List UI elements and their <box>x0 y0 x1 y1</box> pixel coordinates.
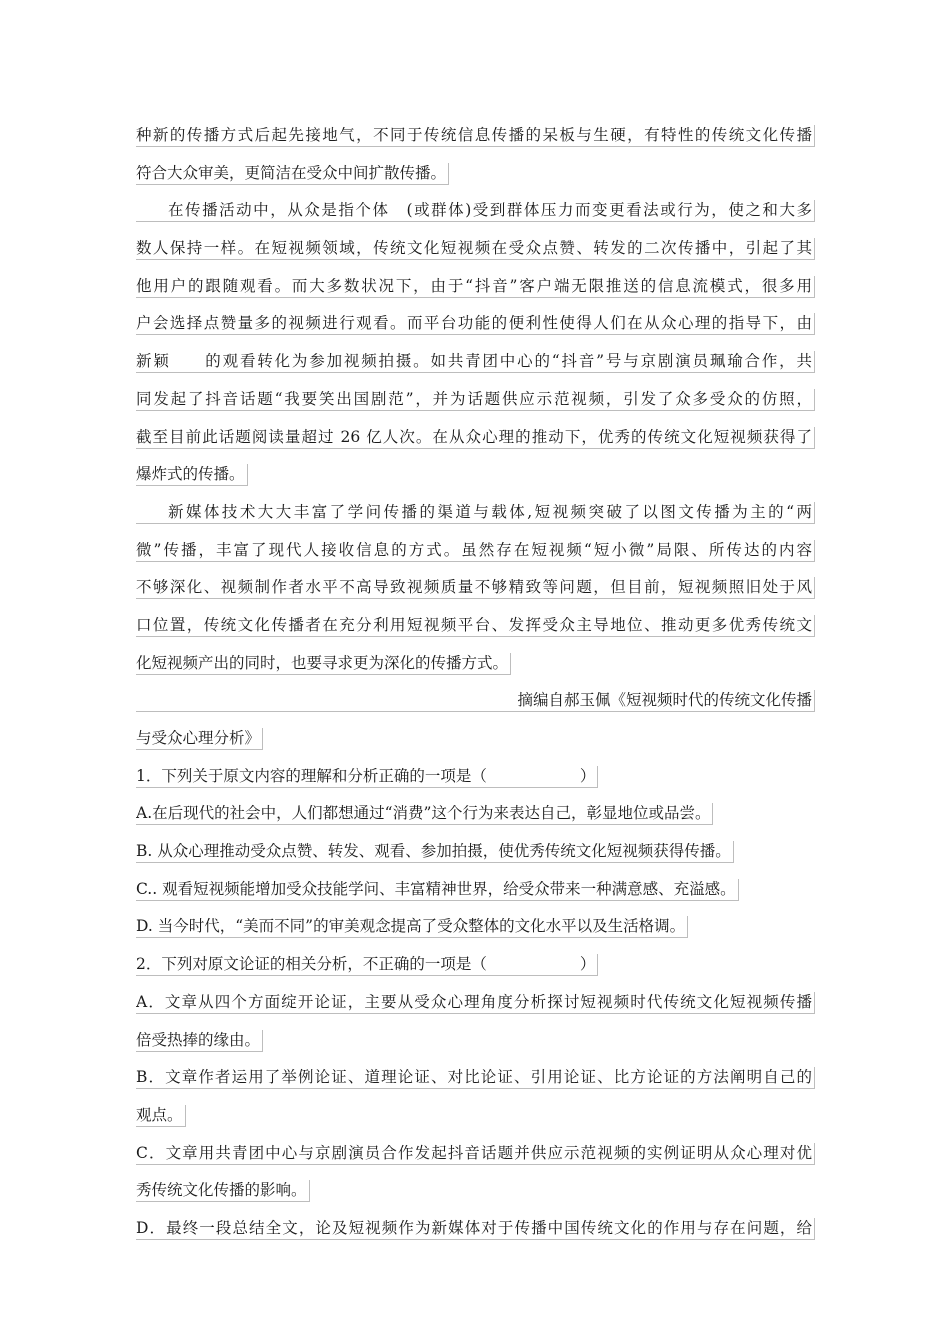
text-line <box>136 535 815 573</box>
text-line-content: 新颖 的观看转化为参加视频拍摄。如共青团中心的“抖音”号与京剧演员珮瑜合作，共 <box>136 351 815 373</box>
text-line <box>136 346 815 384</box>
text-line <box>136 195 815 233</box>
text-line-content: 在传播活动中，从众是指个体 (或群体)受到群体压力而变更看法或行为，使之和大多 <box>136 200 815 222</box>
text-line-content: 观点。 <box>136 1105 186 1127</box>
text-line-content: 同发起了抖音话题“我要笑出国剧范”，并为话题供应示范视频，引发了众多受众的仿照， <box>136 389 815 411</box>
text-line <box>136 120 815 158</box>
text-line <box>136 572 815 610</box>
text-line <box>136 422 815 460</box>
document-body <box>136 120 815 1251</box>
text-line-content: 新媒体技术大大丰富了学问传播的渠道与载体,短视频突破了以图文传播为主的“两 <box>136 502 815 524</box>
text-line-content: 微”传播，丰富了现代人接收信息的方式。虽然存在短视频“短小微”局限、所传达的内容 <box>136 540 815 562</box>
text-line-content: 倍受热捧的缘由。 <box>136 1030 263 1052</box>
text-line <box>136 384 815 422</box>
text-line <box>136 1100 815 1138</box>
text-line-content: D．最终一段总结全文，论及短视频作为新媒体对于传播中国传统文化的作用与存在问题，给 <box>136 1218 815 1240</box>
text-line <box>136 685 815 723</box>
text-line <box>136 1213 815 1251</box>
text-line-content: 2．下列对原文论证的相关分析，不正确的一项是（ ） <box>136 954 598 976</box>
text-line-content: 摘编自郝玉佩《短视频时代的传统文化传播 <box>136 690 815 712</box>
text-line-content: A.在后现代的社会中，人们都想通过“消费”这个行为来表达自己，彰显地位或品尝。 <box>136 803 713 825</box>
text-line-content: 秀传统文化传播的影响。 <box>136 1180 310 1202</box>
text-line-content: 不够深化、视频制作者水平不高导致视频质量不够精致等问题，但目前，短视频照旧处于风 <box>136 577 815 599</box>
text-line <box>136 1062 815 1100</box>
text-line-content: 口位置，传统文化传播者在充分利用短视频平台、发挥受众主导地位、推动更多优秀传统文 <box>136 615 815 637</box>
text-line <box>136 874 815 912</box>
text-line-content: B．文章作者运用了举例论证、道理论证、对比论证、引用论证、比方论证的方法阐明自己的 <box>136 1067 815 1089</box>
text-line <box>136 459 815 497</box>
text-line-content: B. 从众心理推动受众点赞、转发、观看、参加拍摄，使优秀传统文化短视频获得传播。 <box>136 841 734 863</box>
text-line <box>136 158 815 196</box>
text-line <box>136 1175 815 1213</box>
text-line <box>136 271 815 309</box>
text-line <box>136 836 815 874</box>
text-line-content: A．文章从四个方面绽开论证，主要从受众心理角度分析探讨短视频时代传统文化短视频传播 <box>136 992 815 1014</box>
text-line <box>136 949 815 987</box>
text-line-content: 符合大众审美，更简洁在受众中间扩散传播。 <box>136 163 449 185</box>
text-line <box>136 723 815 761</box>
text-line <box>136 911 815 949</box>
text-line-content: C.. 观看短视频能增加受众技能学问、丰富精神世界，给受众带来一种满意感、充溢感。 <box>136 879 739 901</box>
text-line-content: 1．下列关于原文内容的理解和分析正确的一项是（ ） <box>136 766 598 788</box>
text-line-content: 种新的传播方式后起先接地气，不同于传统信息传播的呆板与生硬，有特性的传统文化传播 <box>136 125 815 147</box>
text-line-content: 数人保持一样。在短视频领域，传统文化短视频在受众点赞、转发的二次传播中，引起了其 <box>136 238 815 260</box>
text-line-content: D. 当今时代，“美而不同”的审美观念提高了受众整体的文化水平以及生活格调。 <box>136 916 688 938</box>
text-line-content: 户会选择点赞量多的视频进行观看。而平台功能的便利性使得人们在从众心理的指导下，由 <box>136 313 815 335</box>
text-line-content: 化短视频产出的同时，也要寻求更为深化的传播方式。 <box>136 653 511 675</box>
text-line <box>136 761 815 799</box>
text-line-content: 截至目前此话题阅读量超过 26 亿人次。在从众心理的推动下，优秀的传统文化短视频获得了 <box>136 427 815 449</box>
text-line-content: 与受众心理分析》 <box>136 728 263 750</box>
text-line-content: C．文章用共青团中心与京剧演员合作发起抖音话题并供应示范视频的实例证明从众心理对优 <box>136 1143 815 1165</box>
text-line <box>136 1138 815 1176</box>
text-line <box>136 648 815 686</box>
text-line <box>136 987 815 1025</box>
text-line <box>136 497 815 535</box>
text-line-content: 他用户的跟随观看。而大多数状况下，由于“抖音”客户端无限推送的信息流模式，很多用 <box>136 276 815 298</box>
text-line-content: 爆炸式的传播。 <box>136 464 248 486</box>
text-line <box>136 308 815 346</box>
text-line <box>136 1025 815 1063</box>
text-line <box>136 798 815 836</box>
text-line <box>136 610 815 648</box>
text-line <box>136 233 815 271</box>
